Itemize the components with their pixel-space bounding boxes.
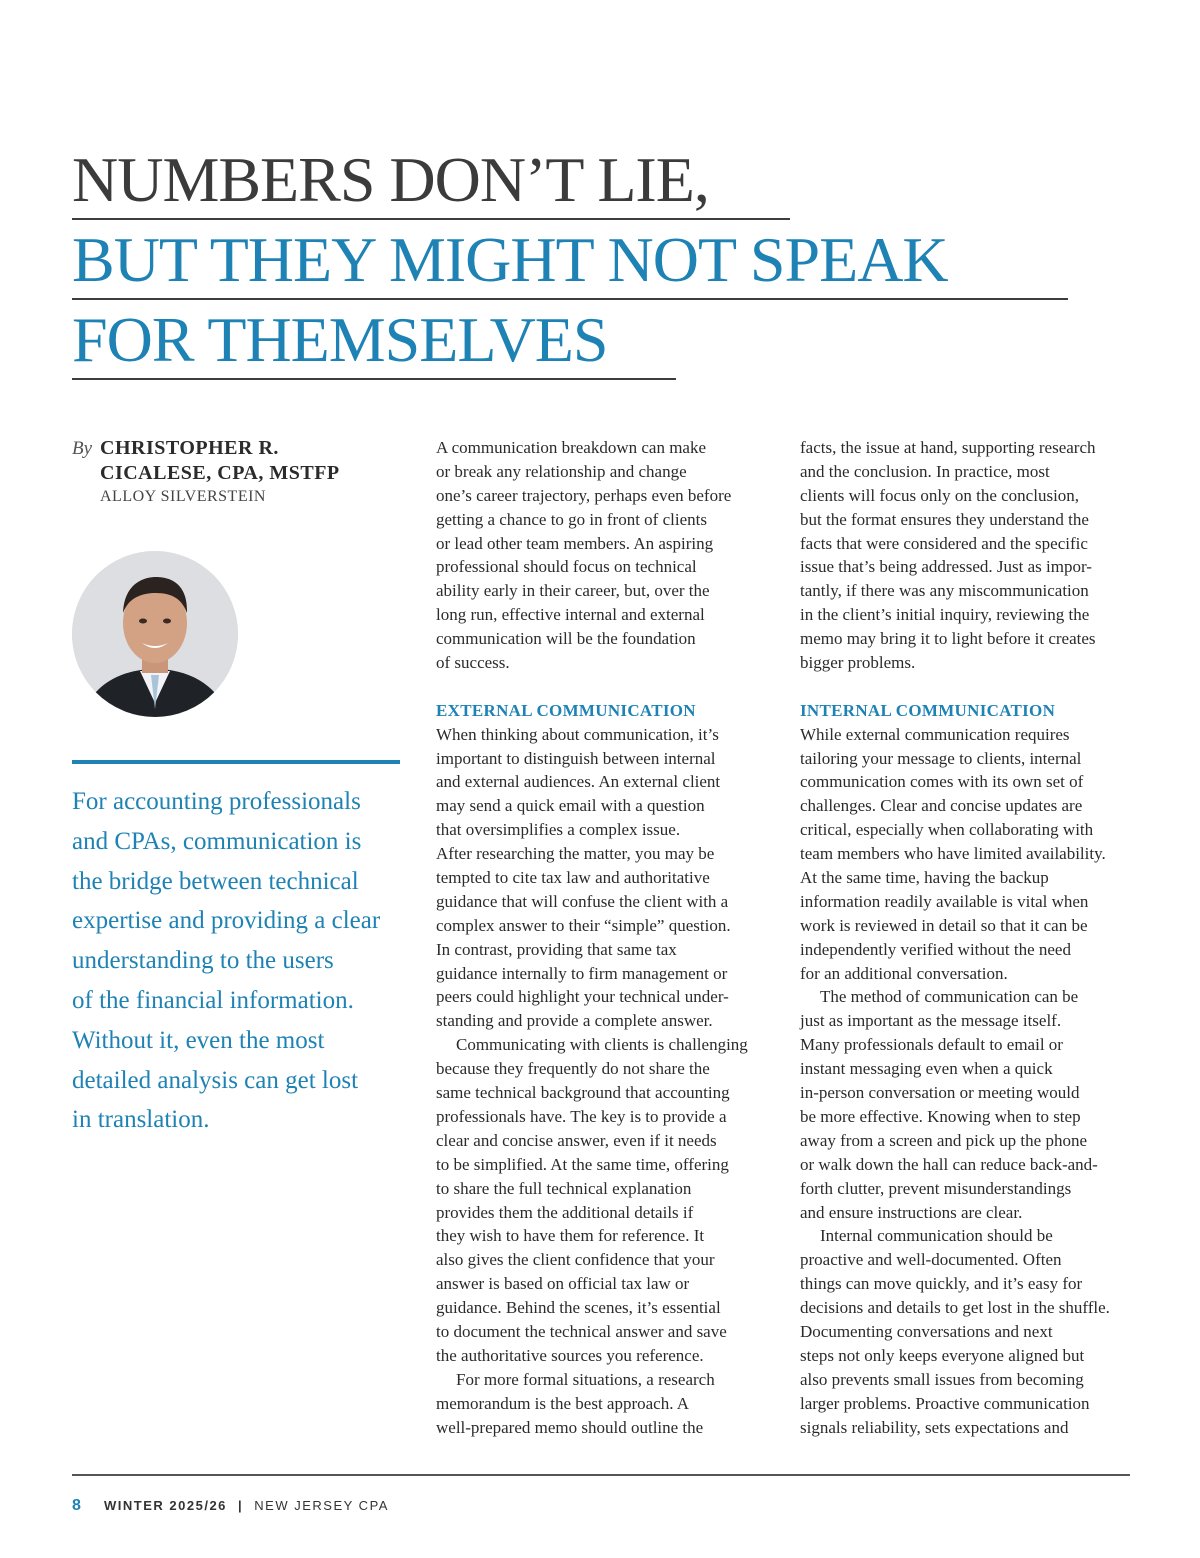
byline-by: By [72,438,93,459]
section-heading: EXTERNAL COMMUNICATION [436,700,696,720]
body-text-line: the authoritative sources you reference. [436,1345,704,1365]
body-text-line: bigger problems. [800,653,916,673]
footer-rule [72,1474,1130,1476]
author-photo [72,551,238,717]
body-text-line: long run, effective internal and external [436,605,705,625]
body-text-line: also gives the client confidence that your [436,1250,715,1270]
body-text-line: team members who have limited availability. [800,844,1106,864]
paragraph-gap [800,675,1136,699]
body-text-line: Communicating with clients is challenging [456,1035,748,1055]
section-heading: INTERNAL COMMUNICATION [800,700,1056,720]
author-portrait-icon [72,551,238,717]
body-text-line: to be simplified. At the same time, offering [436,1154,729,1174]
body-text-line: also prevents small issues from becoming [800,1369,1084,1389]
body-text-line: they wish to have them for reference. It [436,1226,705,1246]
author-name-line-2: CICALESE, CPA, MSTFP [100,462,340,484]
body-text-line: critical, especially when collaborating with [800,820,1094,840]
body-text-line: A communication breakdown can make [436,438,707,457]
author-firm: ALLOY SILVERSTEIN [100,488,266,505]
body-text-line: things can move quickly, and it’s easy for [800,1274,1083,1294]
title-line-1: NUMBERS DON’T LIE, [72,148,790,220]
title-line-2: BUT THEY MIGHT NOT SPEAK [72,228,1068,300]
body-text-line: to document the technical answer and save [436,1321,727,1341]
body-text-line: same technical background that accounting [436,1083,730,1103]
body-text-line: peers could highlight your technical under- [436,987,729,1007]
body-text-line: guidance internally to firm management or [436,963,728,983]
body-text-line: facts that were considered and the specific [800,533,1088,553]
body-text-line: At the same time, having the backup [800,868,1049,888]
body-text-line: For more formal situations, a research [456,1369,715,1389]
body-text-line: in-person conversation or meeting would [800,1083,1080,1103]
body-text-line: important to distinguish between internal [436,748,716,768]
pull-quote-rule [72,760,400,764]
body-text-line: Many professionals default to email or [800,1035,1063,1055]
footer-separator: | [238,1498,244,1513]
body-text-line: instant messaging even when a quick [800,1059,1053,1079]
body-text-line: proactive and well-documented. Often [800,1250,1062,1270]
body-text-line: may send a quick email with a question [436,796,705,816]
body-text-line: one’s career trajectory, perhaps even before [436,485,732,505]
body-text-line: While external communication requires [800,724,1070,744]
body-text-line: communication will be the foundation [436,629,696,649]
pull-quote-line: in translation. [72,1106,210,1134]
body-text-line: professionals have. The key is to provide a [436,1106,727,1126]
body-text-line: independently verified without the need [800,939,1071,959]
article-column-1 [436,436,772,1439]
pull-quote-line: Without it, even the most [72,1026,325,1054]
body-text-line: guidance that will confuse the client with a [436,891,729,911]
pull-quote-line: For accounting professionals [72,788,361,815]
body-text-line: and the conclusion. In practice, most [800,461,1050,481]
body-text-line: or walk down the hall can reduce back-and- [800,1154,1098,1174]
body-text-line: The method of communication can be [820,987,1079,1007]
pull-quote-line: of the financial information. [72,986,354,1014]
body-text-line: decisions and details to get lost in the shuffle. [800,1298,1110,1318]
body-text-line: larger problems. Proactive communication [800,1393,1090,1413]
pull-quote [72,782,402,1140]
body-text-line: issue that’s being addressed. Just as impor- [800,557,1092,577]
body-text-line: tantly, if there was any miscommunication [800,581,1089,601]
body-text-line: that oversimplifies a complex issue. [436,820,681,840]
pull-quote-line: expertise and providing a clear [72,907,381,935]
body-text-line: or break any relationship and change [436,461,687,481]
page-number: 8 [72,1497,81,1514]
body-text-line: or lead other team members. An aspiring [436,533,714,553]
body-text-line: but the format ensures they understand the [800,509,1089,529]
body-text-line: answer is based on official tax law or [436,1274,690,1294]
body-text-line: guidance. Behind the scenes, it’s essential [436,1298,721,1318]
body-text-line: When thinking about communication, it’s [436,724,719,744]
paragraph-gap [436,675,772,699]
body-text-line: away from a screen and pick up the phone [800,1130,1087,1150]
body-text-line: facts, the issue at hand, supporting research [800,438,1096,457]
body-text-line: well-prepared memo should outline the [436,1417,704,1437]
body-text-line: professional should focus on technical [436,557,697,577]
body-text-line: memorandum is the best approach. A [436,1393,690,1413]
title-line-3: FOR THEMSELVES [72,308,676,380]
body-text-line: getting a chance to go in front of clients [436,509,707,529]
body-text-line: just as important as the message itself. [800,1011,1062,1031]
body-text-line: tailoring your message to clients, internal [800,748,1082,768]
issue-label: WINTER 2025/26 [104,1498,227,1513]
body-text-line: steps not only keeps everyone aligned but [800,1345,1085,1365]
body-text-line: In contrast, providing that same tax [436,939,677,959]
body-text-line: standing and provide a complete answer. [436,1011,713,1031]
body-text-line: information readily available is vital when [800,891,1089,911]
article-column-2 [800,436,1136,1439]
body-text-line: and ensure instructions are clear. [800,1202,1023,1222]
body-text-line: challenges. Clear and concise updates are [800,796,1083,816]
body-text-line: memo may bring it to light before it creates [800,629,1096,649]
body-text-line: clear and concise answer, even if it needs [436,1130,717,1150]
body-text-line: for an additional conversation. [800,963,1008,983]
body-text-line: Internal communication should be [820,1226,1053,1246]
body-text-line: communication comes with its own set of [800,772,1084,792]
author-name-line-1: CHRISTOPHER R. [100,437,279,459]
body-text-line: Documenting conversations and next [800,1321,1053,1341]
body-text-line: work is reviewed in detail so that it can be [800,915,1088,935]
body-text-line: clients will focus only on the conclusion, [800,485,1080,505]
body-text-line: of success. [436,653,510,673]
body-text-line: ability early in their career, but, over the [436,581,710,601]
body-text-line: After researching the matter, you may be [436,844,715,864]
body-text-line: and external audiences. An external client [436,772,721,792]
page-footer [72,1497,389,1515]
body-text-line: complex answer to their “simple” question. [436,915,731,935]
body-text-line: in the client’s initial inquiry, reviewing the [800,605,1090,625]
author-name [100,436,400,486]
body-text-line: be more effective. Knowing when to step [800,1106,1081,1126]
pull-quote-line: the bridge between technical [72,867,359,895]
pull-quote-line: detailed analysis can get lost [72,1066,359,1094]
body-text-line: to share the full technical explanation [436,1178,692,1198]
pull-quote-line: understanding to the users [72,947,334,975]
body-text-line: provides them the additional details if [436,1202,694,1222]
body-text-line: tempted to cite tax law and authoritative [436,868,710,888]
body-text-line: forth clutter, prevent misunderstandings [800,1178,1072,1198]
publication-name: NEW JERSEY CPA [254,1498,389,1513]
pull-quote-line: and CPAs, communication is [72,827,362,855]
body-text-line: signals reliability, sets expectations and [800,1417,1069,1437]
body-text-line: because they frequently do not share the [436,1059,710,1079]
